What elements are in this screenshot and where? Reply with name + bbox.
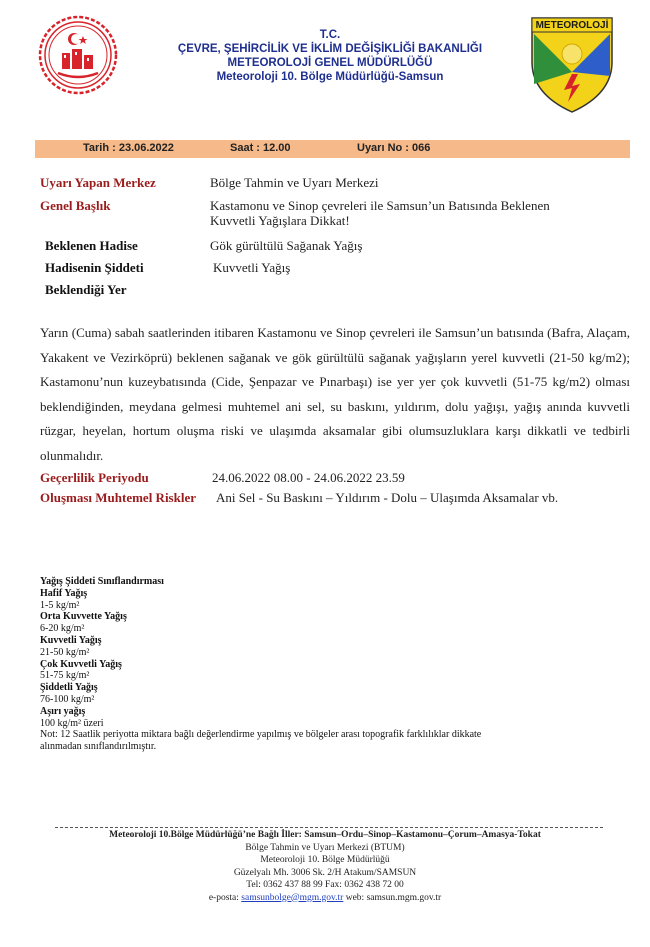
- title-value-line2: Kuvvetli Yağışlara Dikkat!: [210, 213, 350, 228]
- validity-value: 24.06.2022 08.00 - 24.06.2022 23.59: [212, 470, 405, 485]
- footer-contact: [55, 892, 595, 905]
- class-range: 100 kg/m² üzeri: [40, 717, 104, 729]
- warning-info-band: [35, 140, 630, 158]
- event-label: Beklenen Hadise: [45, 238, 138, 253]
- footer-divider: [55, 827, 603, 828]
- classification-title: Yağış Şiddeti Sınıflandırması: [40, 576, 164, 587]
- warning-time: Saat : 12.00: [230, 142, 291, 154]
- footer-directorate: Meteoroloji 10. Bölge Müdürlüğü: [260, 855, 390, 865]
- class-name: Orta Kuvvette Yağış: [40, 611, 127, 623]
- title-value-line1: Kastamonu ve Sinop çevreleri ile Samsun’un Batısında Beklenen: [210, 198, 550, 213]
- web-address: web: samsun.mgm.gov.tr: [345, 892, 442, 903]
- header-ministry: ÇEVRE, ŞEHİRCİLİK VE İKLİM DEĞİŞİKLİĞİ BAKANLIĞI: [177, 43, 483, 55]
- footer-provinces: Meteoroloji 10.Bölge Müdürlüğü’ne Bağlı İller: Samsun–Ordu–Sinop–Kastamonu–Çorum–Amasya-Tokat: [109, 830, 541, 840]
- rain-classification: [40, 576, 481, 753]
- class-range: 6-20 kg/m²: [40, 623, 85, 635]
- header-regional: Meteoroloji 10. Bölge Müdürlüğü-Samsun: [216, 71, 444, 83]
- class-name: Kuvvetli Yağış: [40, 634, 102, 646]
- class-range: 76-100 kg/m²: [40, 693, 95, 705]
- warning-number: Uyarı No : 066: [357, 142, 431, 154]
- footer: [55, 829, 595, 904]
- ministry-seal-logo: [38, 15, 118, 95]
- center-value: Bölge Tahmin ve Uyarı Merkezi: [210, 175, 379, 190]
- risks-value: Ani Sel - Su Baskını – Yıldırım - Dolu – Ulaşımda Aksamalar vb.: [216, 490, 559, 505]
- center-label: Uyarı Yapan Merkez: [40, 175, 156, 190]
- email-label: e-posta:: [208, 892, 239, 903]
- location-label: Beklendiği Yer: [45, 282, 127, 297]
- event-value: Gök gürültülü Sağanak Yağış: [210, 238, 363, 253]
- class-range: 21-50 kg/m²: [40, 646, 90, 658]
- severity-label: Hadisenin Şiddeti: [45, 260, 144, 275]
- warning-date: Tarih : 23.06.2022: [83, 142, 174, 154]
- header-tc: T.C.: [319, 29, 341, 41]
- footer-phone: Tel: 0362 437 88 99 Fax: 0362 438 72 00: [246, 880, 404, 890]
- footer-center: Bölge Tahmin ve Uyarı Merkezi (BTUM): [245, 842, 405, 853]
- email-link[interactable]: samsunbolge@mgm.gov.tr: [241, 892, 344, 903]
- class-name: Hafif Yağış: [40, 587, 88, 599]
- risks-label: Oluşması Muhtemel Riskler: [40, 490, 196, 505]
- class-range: 51-75 kg/m²: [40, 670, 90, 682]
- class-name: Aşırı yağış: [40, 705, 86, 717]
- footer-address: Güzelyalı Mh. 3006 Sk. 2/H Atakum/SAMSUN: [233, 867, 417, 878]
- header-directorate: METEOROLOJİ GENEL MÜDÜRLÜĞÜ: [227, 57, 433, 69]
- warning-description: Yarın (Cuma) sabah saatlerinden itibaren Kastamonu ve Sinop çevreleri ile Samsun’un batısında (Bafra, Alaçam, Yakakent ve Vezirköprü) beklenen sağanak ve gök gürültülü sağanak yağışların yerel kuvvetli (21-50 kg/m2); Kastamonu’nun kuzeybatısında (Cide, Şenpazar ve Pınarbaşı) ise yer yer çok kuvvetli (51-75 kg/m2) olması beklendiğinden, meydana gelmesi muhtemel ani sel, su baskını, yıldırım, dolu yağışı, yağış anında kuvvetli rüzgar, heyelan, hortum oluşma riski ve ulaşımda aksamalar gibi olumsuzluklara karşı dikkatli ve tedbirli olunmalıdır.: [40, 325, 630, 463]
- meteoroloji-logo: [526, 14, 618, 114]
- classification-note-line1: Not: 12 Saatlik periyotta miktara bağlı değerlendirme yapılmış ve bölgeler arası topografik farklılıklar dikkate: [40, 729, 482, 741]
- document-header: [150, 28, 510, 84]
- class-name: Şiddetli Yağış: [40, 682, 98, 694]
- classification-note-line2: alınmadan sınıflandırılmıştır.: [40, 741, 157, 753]
- logo-text: METEOROLOJİ: [535, 20, 609, 31]
- validity-label: Geçerlilik Periyodu: [40, 470, 149, 485]
- severity-value: Kuvvetli Yağış: [213, 260, 291, 275]
- title-label: Genel Başlık: [40, 198, 111, 213]
- class-range: 1-5 kg/m²: [40, 599, 80, 611]
- class-name: Çok Kuvvetli Yağış: [40, 658, 122, 670]
